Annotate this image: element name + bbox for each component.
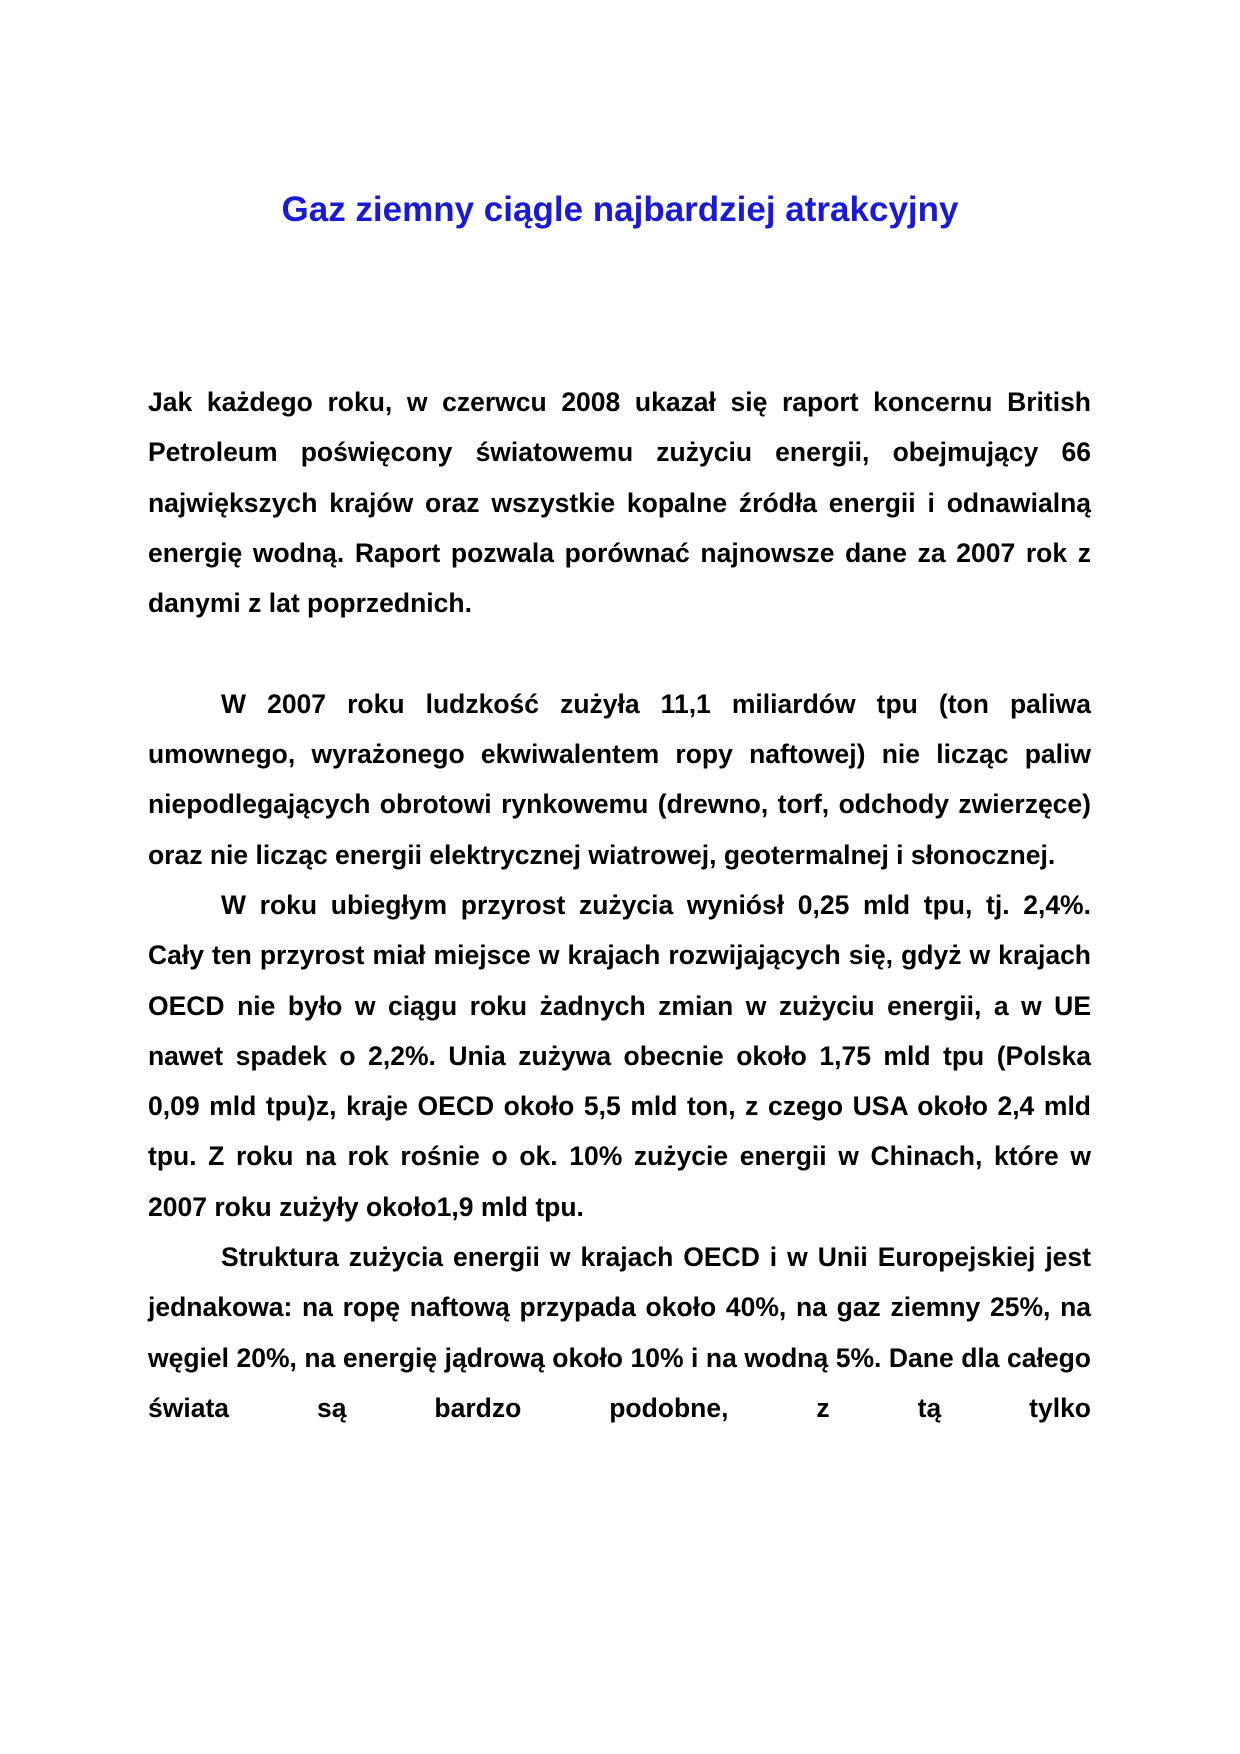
paragraph-growth: W roku ubiegłym przyrost zużycia wyniósł 0,25 mld tpu, tj. 2,4%. Cały ten przyrost miał miejsce w krajach rozwijających się, gdyż w krajach OECD nie było w ciągu roku żadnych zmian w zużyciu energii, a w UE nawet spadek o 2,2%. Unia zużywa obecnie około 1,75 mld tpu (Polska 0,09 mld tpu)z, kraje OECD około 5,5 mld ton, z czego USA około 2,4 mld tpu. Z roku na rok rośnie o ok. 10% zużycie energii w Chinach, które w 2007 roku zużyły około1,9 mld tpu. xyxy=(148,889,1091,1222)
paragraph-intro: Jak każdego roku, w czerwcu 2008 ukazał się raport koncernu British Petroleum poświęcony światowemu zużyciu energii, obejmujący 66 największych krajów oraz wszystkie kopalne źródła energii i odnawialną energię wodną. Raport pozwala porównać najnowsze dane za 2007 rok z danymi z lat poprzednich. xyxy=(148,387,1091,619)
document-body xyxy=(148,377,1091,1433)
paragraph-structure: Struktura zużycia energii w krajach OECD i w Unii Europejskiej jest jednakowa: na ropę naftową przypada około 40%, na gaz ziemny 25%, na węgiel 20%, na energię jądrową około 10% i na wodną 5%. Dane dla całego świata są bardzo podobne, z tą tylko xyxy=(148,1242,1091,1423)
document-title: Gaz ziemny ciągle najbardziej atrakcyjny xyxy=(281,190,959,229)
paragraph-consumption-2007: W 2007 roku ludzkość zużyła 11,1 miliardów tpu (ton paliwa umownego, wyrażonego ekwiwalentem ropy naftowej) nie licząc paliw niepodlegających obrotowi rynkowemu (drewno, torf, odchody zwierzęce) oraz nie licząc energii elektrycznej wiatrowej, geotermalnej i słonocznej. xyxy=(148,688,1091,870)
